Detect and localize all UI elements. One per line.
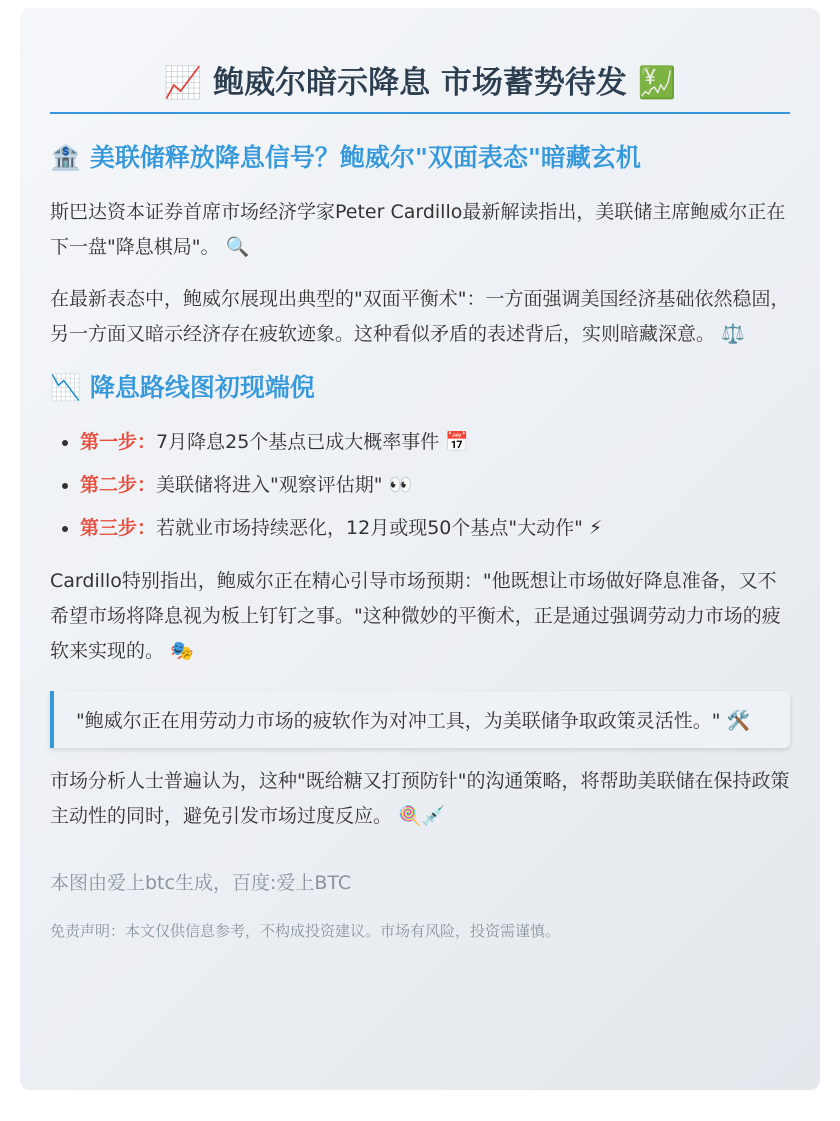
- step-text: 美联储将进入"观察评估期" 👀: [156, 474, 413, 496]
- source-note: 本图由爱上btc生成，百度:爱上BTC: [50, 872, 352, 894]
- step-text: 7月降息25个基点已成大概率事件 📅: [156, 431, 469, 453]
- article-card: [20, 8, 820, 1090]
- list-item: [80, 468, 790, 503]
- list-item: [80, 425, 790, 460]
- title-divider: [50, 112, 790, 114]
- pull-quote: "鲍威尔正在用劳动力市场的疲软作为对冲工具，为美联储争取政策灵活性。" 🛠️: [50, 691, 790, 748]
- step-label: 第三步：: [80, 517, 157, 539]
- step-label: 第二步：: [80, 474, 157, 496]
- paragraph-analysis: 市场分析人士普遍认为，这种"既给糖又打预防针"的沟通策略，将帮助美联储在保持政策主动性的同时，避免引发市场过度反应。 🍭💉: [50, 770, 790, 827]
- list-item: [80, 511, 790, 546]
- disclaimer: 免责声明：本文仅供信息参考，不构成投资建议。市场有风险，投资需谨慎。: [50, 922, 561, 940]
- step-text: 若就业市场持续恶化，12月或现50个基点"大动作" ⚡: [156, 517, 603, 539]
- section-heading-fed-signal: 🏦 美联储释放降息信号？鲍威尔"双面表态"暗藏玄机: [50, 143, 641, 172]
- step-label: 第一步：: [80, 431, 157, 453]
- roadmap-steps-list: [50, 425, 790, 546]
- page-title: 📈 鲍威尔暗示降息 市场蓄势待发 💹: [163, 65, 677, 101]
- paragraph-cardillo: Cardillo特别指出，鲍威尔正在精心引导市场预期："他既想让市场做好降息准备，又不希望市场将降息视为板上钉钉之事。"这种微妙的平衡术，正是通过强调劳动力市场的疲软来实现的。 🎭: [50, 570, 781, 662]
- section-heading-roadmap: 📉 降息路线图初现端倪: [50, 373, 315, 402]
- paragraph-balance: 在最新表态中，鲍威尔展现出典型的"双面平衡术"：一方面强调美国经济基础依然稳固，另一方面又暗示经济存在疲软迹象。这种看似矛盾的表述背后，实则暗藏深意。 ⚖️: [50, 288, 790, 345]
- paragraph-intro: 斯巴达资本证券首席市场经济学家Peter Cardillo最新解读指出，美联储主席鲍威尔正在下一盘"降息棋局"。 🔍: [50, 201, 786, 258]
